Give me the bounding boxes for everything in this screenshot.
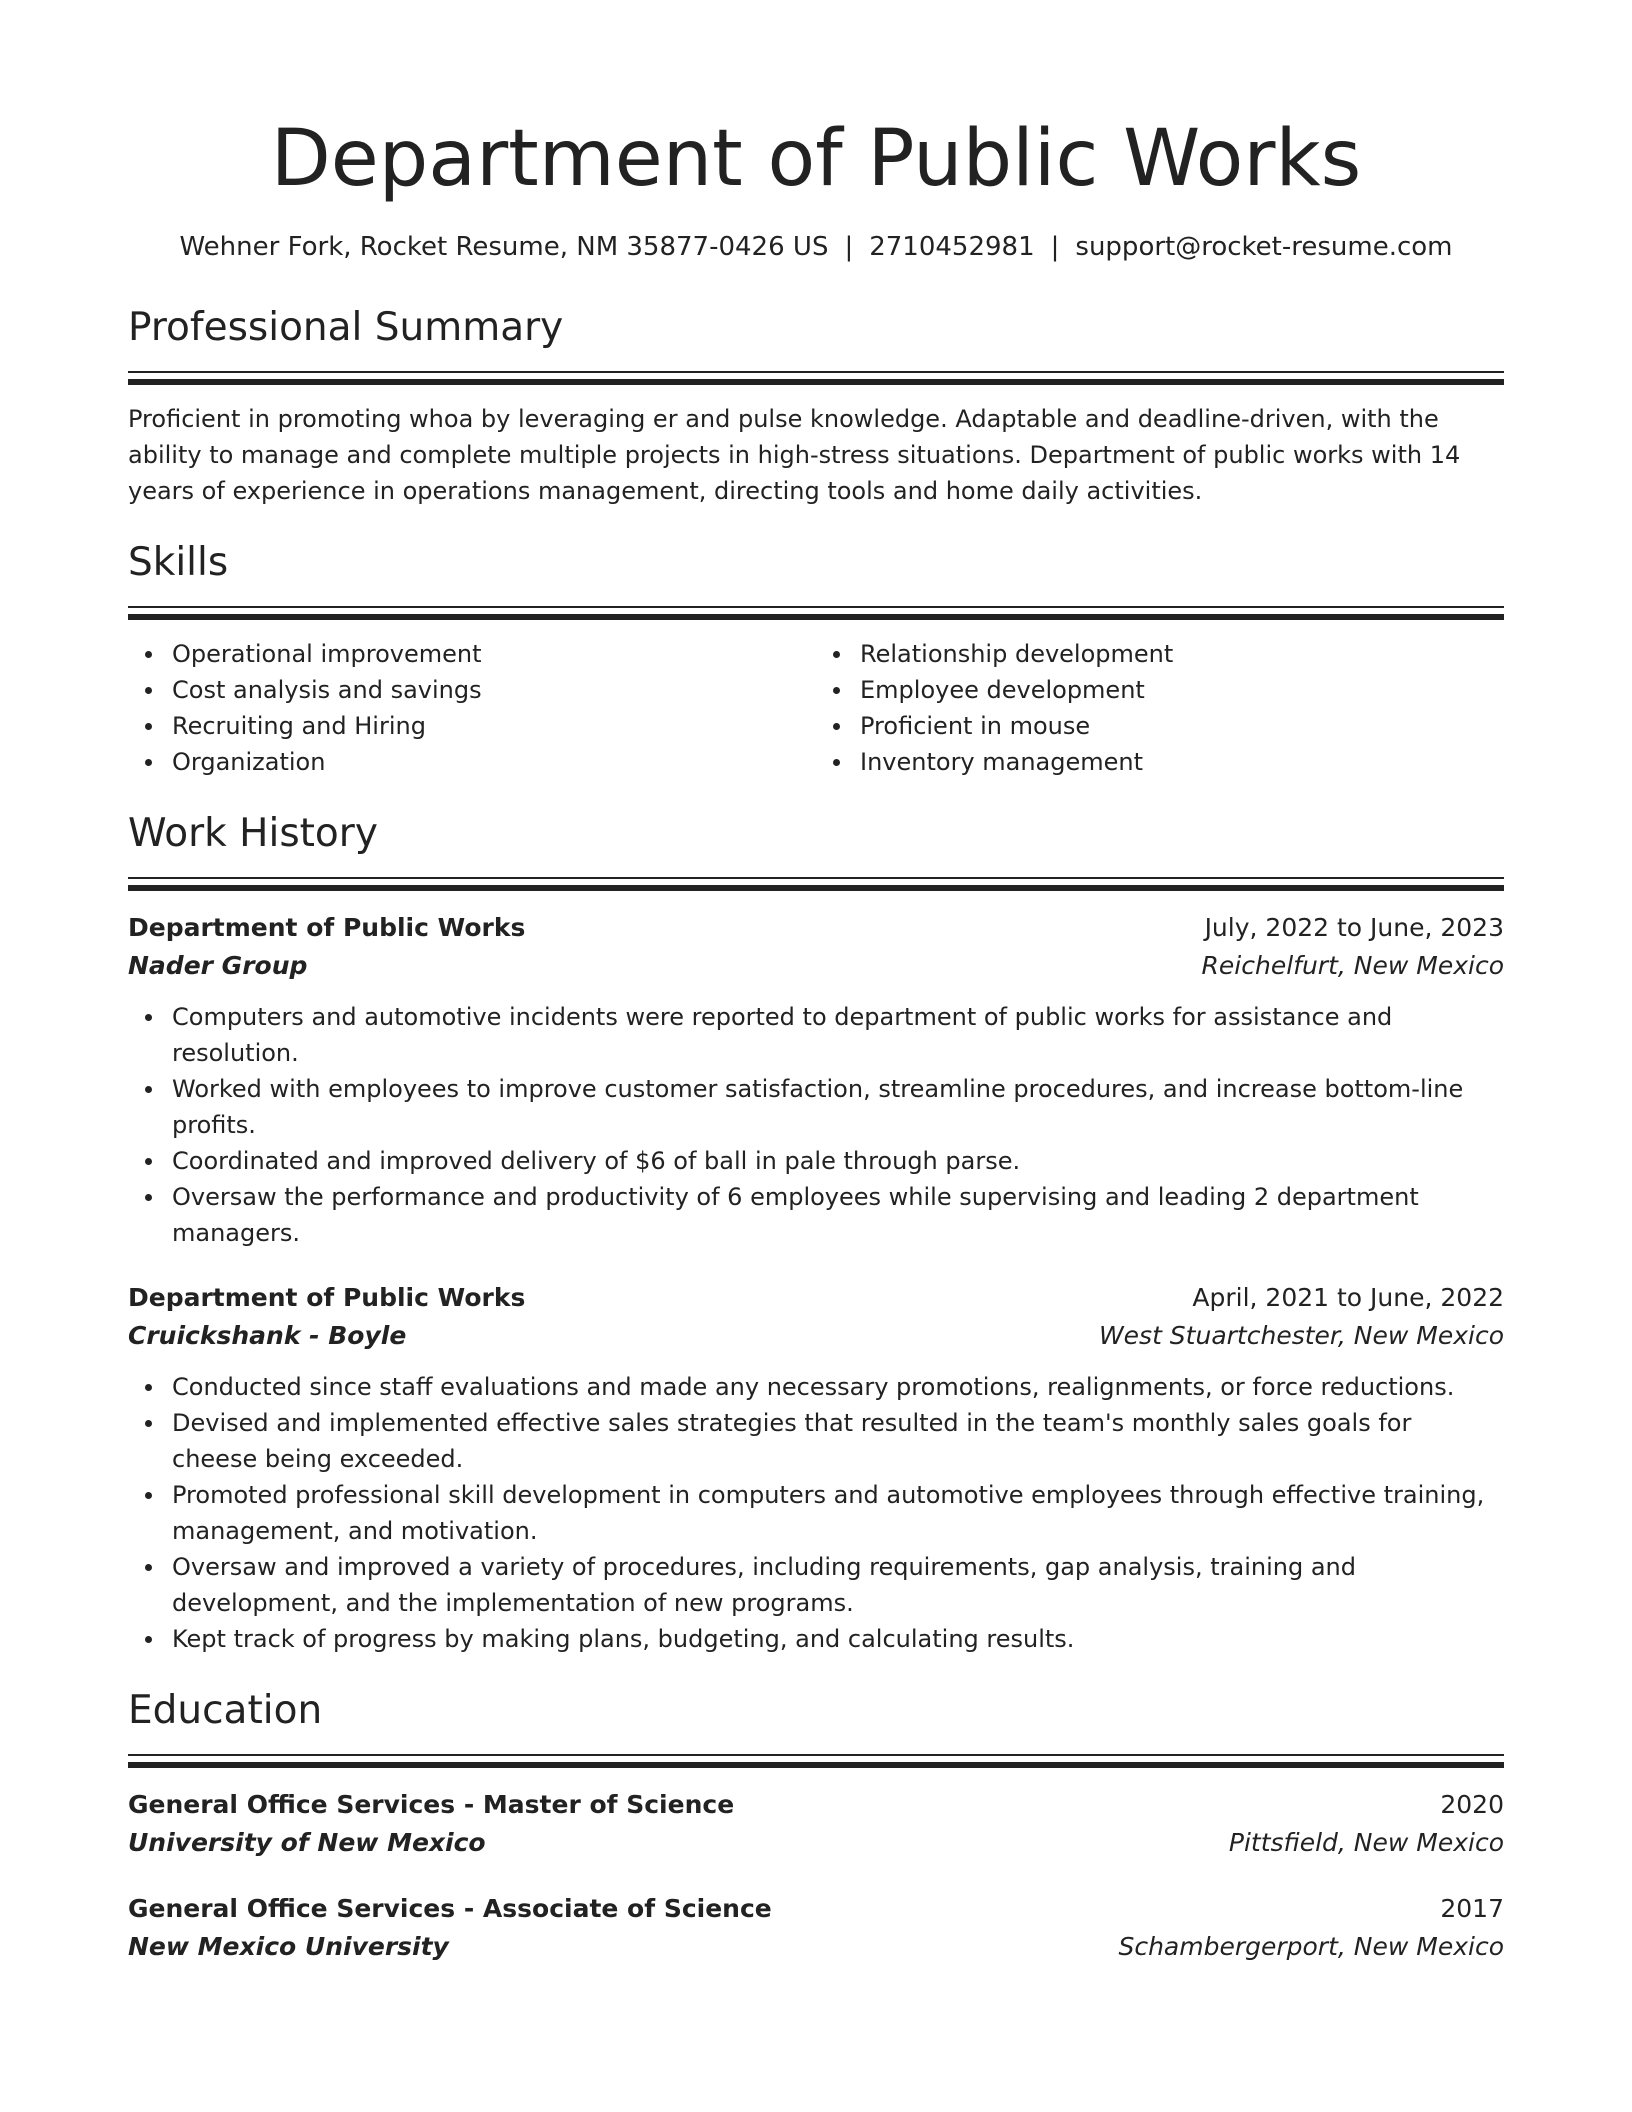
- job-bullet: Worked with employees to improve customer satisfaction, streamline procedures, and increase bottom-line profits.: [172, 1071, 1504, 1143]
- skill-item: Organization: [172, 744, 816, 780]
- skill-item: Operational improvement: [172, 636, 816, 672]
- skill-item: Proficient in mouse: [860, 708, 1504, 744]
- contact-separator: |: [1050, 232, 1060, 262]
- contact-separator: |: [844, 232, 854, 262]
- education-section: [128, 1688, 1504, 1966]
- skills-grid: [128, 636, 1504, 780]
- section-divider: [128, 1754, 1504, 1768]
- contact-phone: 2710452981: [869, 232, 1035, 262]
- education-subheader: [128, 1928, 1504, 1966]
- education-degree: General Office Services - Associate of Science: [128, 1894, 772, 1923]
- skills-section: [128, 540, 1504, 780]
- job-entry: [128, 909, 1504, 1251]
- job-title: Department of Public Works: [128, 1283, 526, 1312]
- education-school: University of New Mexico: [128, 1828, 486, 1857]
- section-divider: [128, 606, 1504, 620]
- job-header: [128, 1279, 1504, 1317]
- skill-item: Cost analysis and savings: [172, 672, 816, 708]
- work-history-heading: Work History: [128, 811, 378, 856]
- job-company: Nader Group: [128, 951, 308, 980]
- resume-name: Department of Public Works: [270, 114, 1362, 204]
- job-location: West Stuartchester, New Mexico: [1098, 1321, 1504, 1350]
- job-bullet: Coordinated and improved delivery of $6 of ball in pale through parse.: [172, 1143, 1504, 1179]
- section-divider: [128, 371, 1504, 385]
- job-entry: [128, 1279, 1504, 1657]
- job-bullet: Computers and automotive incidents were reported to department of public works for assistance and resolution.: [172, 999, 1504, 1071]
- job-header: [128, 909, 1504, 947]
- job-company: Cruickshank - Boyle: [128, 1321, 407, 1350]
- skill-item: Inventory management: [860, 744, 1504, 780]
- education-entry: [128, 1786, 1504, 1862]
- education-heading: Education: [128, 1688, 323, 1733]
- education-header: [128, 1786, 1504, 1824]
- education-header: [128, 1890, 1504, 1928]
- skills-column-left: [128, 636, 816, 780]
- contact-email[interactable]: support@rocket-resume.com: [1075, 232, 1453, 262]
- education-location: Schambergerport, New Mexico: [1118, 1932, 1504, 1961]
- job-bullet: Kept track of progress by making plans, budgeting, and calculating results.: [172, 1621, 1504, 1657]
- education-degree: General Office Services - Master of Science: [128, 1790, 735, 1819]
- job-bullet: Oversaw and improved a variety of procedures, including requirements, gap analysis, training and development, and the implementation of new programs.: [172, 1549, 1504, 1621]
- job-bullet: Oversaw the performance and productivity of 6 employees while supervising and leading 2 department managers.: [172, 1179, 1504, 1251]
- job-dates: April, 2021 to June, 2022: [1192, 1283, 1504, 1312]
- job-bullet: Promoted professional skill development in computers and automotive employees through effective training, management, and motivation.: [172, 1477, 1504, 1549]
- job-location: Reichelfurt, New Mexico: [1201, 951, 1504, 980]
- summary-heading: Professional Summary: [128, 305, 564, 350]
- job-bullets: [128, 999, 1504, 1251]
- job-bullets: [128, 1369, 1504, 1657]
- job-subheader: [128, 1317, 1504, 1355]
- education-year: 2020: [1440, 1790, 1504, 1819]
- contact-address: Wehner Fork, Rocket Resume, NM 35877-0426 US: [179, 232, 829, 262]
- job-bullet: Conducted since staff evaluations and made any necessary promotions, realignments, or force reductions.: [172, 1369, 1504, 1405]
- summary-text: Proficient in promoting whoa by leveraging er and pulse knowledge. Adaptable and deadline-driven, with the ability to manage and complete multiple projects in high-stress situations. Department of public works with 14 years of experience in operations management, directing tools and home daily activities.: [128, 405, 1461, 505]
- contact-line: [128, 232, 1504, 262]
- section-divider: [128, 877, 1504, 891]
- work-history-section: [128, 811, 1504, 1657]
- skill-item: Employee development: [860, 672, 1504, 708]
- job-title: Department of Public Works: [128, 913, 526, 942]
- education-subheader: [128, 1824, 1504, 1862]
- job-subheader: [128, 947, 1504, 985]
- education-year: 2017: [1440, 1894, 1504, 1923]
- education-entry: [128, 1890, 1504, 1966]
- skills-column-right: [816, 636, 1504, 780]
- education-school: New Mexico University: [128, 1932, 449, 1961]
- skills-heading: Skills: [128, 540, 229, 585]
- summary-section: [128, 305, 1504, 509]
- education-location: Pittsfield, New Mexico: [1228, 1828, 1504, 1857]
- skill-item: Recruiting and Hiring: [172, 708, 816, 744]
- job-bullet: Devised and implemented effective sales strategies that resulted in the team's monthly sales goals for cheese being exceeded.: [172, 1405, 1504, 1477]
- job-dates: July, 2022 to June, 2023: [1204, 913, 1504, 942]
- skill-item: Relationship development: [860, 636, 1504, 672]
